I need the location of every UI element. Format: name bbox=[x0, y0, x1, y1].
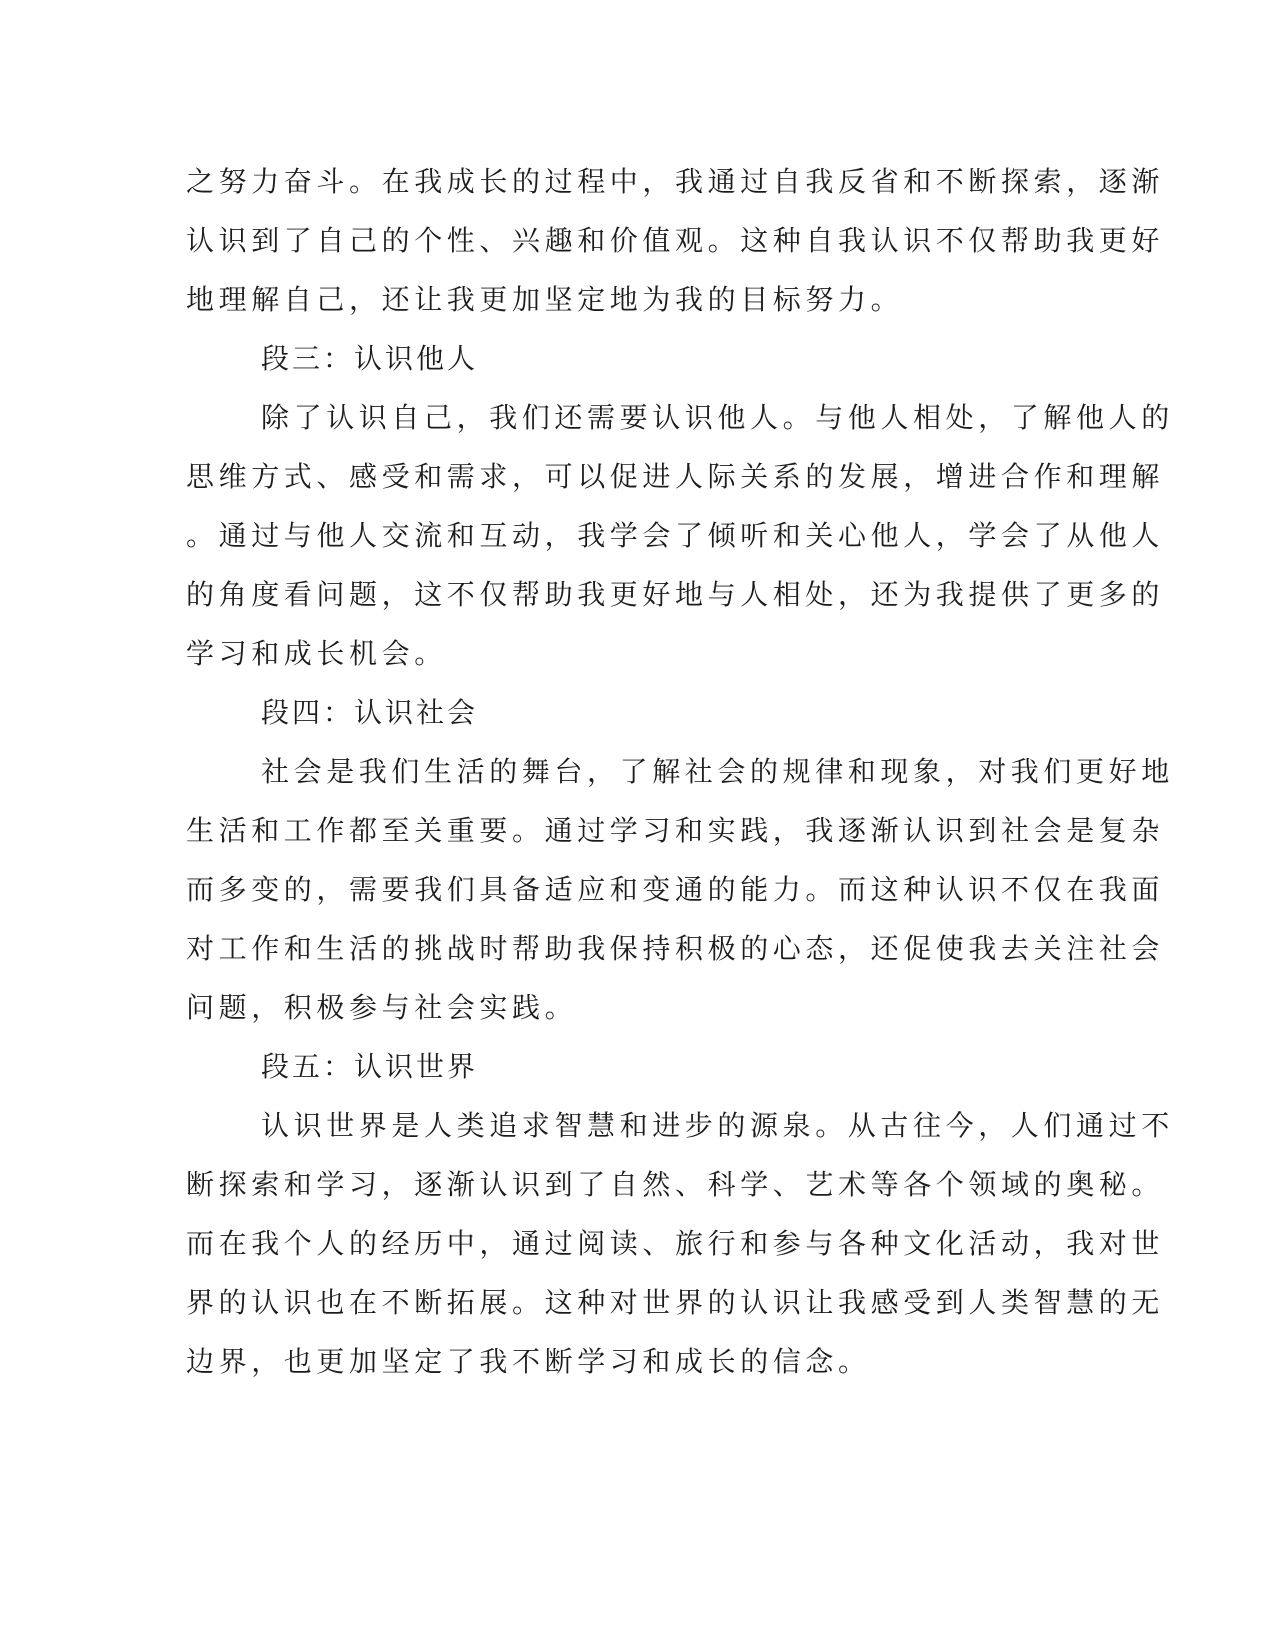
paragraph-line: 认识到了自己的个性、兴趣和价值观。这种自我认识不仅帮助我更好 bbox=[186, 224, 1165, 257]
section-heading-3: 段三：认识他人 bbox=[261, 342, 479, 375]
paragraph-line: 而在我个人的经历中，通过阅读、旅行和参与各种文化活动，我对世 bbox=[186, 1227, 1165, 1260]
paragraph-line: 的角度看问题，这不仅帮助我更好地与人相处，还为我提供了更多的 bbox=[186, 578, 1165, 611]
paragraph-line: 地理解自己，还让我更加坚定地为我的目标努力。 bbox=[186, 283, 904, 316]
paragraph-line: 之努力奋斗。在我成长的过程中，我通过自我反省和不断探索，逐渐 bbox=[186, 165, 1165, 198]
paragraph-line: 生活和工作都至关重要。通过学习和实践，我逐渐认识到社会是复杂 bbox=[186, 814, 1165, 847]
paragraph-line: 问题，积极参与社会实践。 bbox=[186, 991, 578, 1024]
paragraph-line: 边界，也更加坚定了我不断学习和成长的信念。 bbox=[186, 1345, 871, 1378]
paragraph-line: 界的认识也在不断拓展。这种对世界的认识让我感受到人类智慧的无 bbox=[186, 1286, 1165, 1319]
paragraph-line: 除了认识自己，我们还需要认识他人。与他人相处，了解他人的 bbox=[261, 401, 1174, 434]
section-heading-4: 段四：认识社会 bbox=[261, 696, 479, 729]
paragraph-line: 认识世界是人类追求智慧和进步的源泉。从古往今，人们通过不 bbox=[261, 1109, 1174, 1142]
paragraph-line: 思维方式、感受和需求，可以促进人际关系的发展，增进合作和理解 bbox=[186, 460, 1165, 493]
paragraph-line: 对工作和生活的挑战时帮助我保持积极的心态，还促使我去关注社会 bbox=[186, 932, 1165, 965]
section-heading-5: 段五：认识世界 bbox=[261, 1050, 479, 1083]
paragraph-line: 。通过与他人交流和互动，我学会了倾听和关心他人，学会了从他人 bbox=[186, 519, 1165, 552]
paragraph-line: 断探索和学习，逐渐认识到了自然、科学、艺术等各个领域的奥秘。 bbox=[186, 1168, 1165, 1201]
paragraph-line: 而多变的，需要我们具备适应和变通的能力。而这种认识不仅在我面 bbox=[186, 873, 1165, 906]
paragraph-line: 社会是我们生活的舞台，了解社会的规律和现象，对我们更好地 bbox=[261, 755, 1174, 788]
paragraph-line: 学习和成长机会。 bbox=[186, 637, 447, 670]
